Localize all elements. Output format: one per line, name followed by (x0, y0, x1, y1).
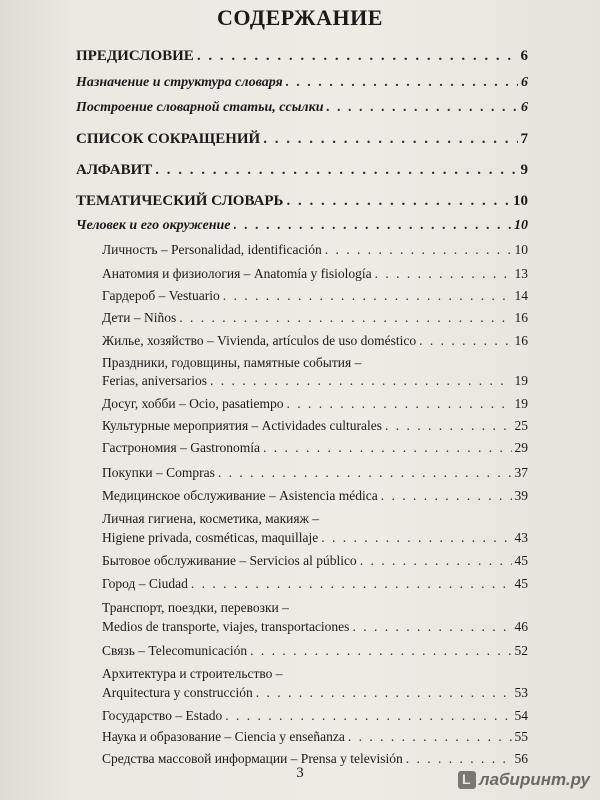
toc-label: Гастрономия – Gastronomía (102, 440, 260, 455)
toc-page: 7 (520, 131, 528, 147)
toc-entry (102, 418, 528, 434)
toc-entry (102, 373, 528, 389)
toc-label: Медицинское обслуживание – Asistencia médica (102, 488, 378, 503)
toc-page: 19 (514, 396, 528, 411)
toc-entry (102, 530, 528, 546)
leader-dots (348, 729, 512, 743)
toc-page: 6 (521, 100, 528, 115)
toc-entry (76, 48, 528, 65)
leader-dots (191, 576, 512, 590)
toc-entry (102, 440, 528, 456)
leader-dots (218, 465, 512, 479)
toc-label-line1: Транспорт, поездки, перевозки – (102, 600, 289, 615)
toc-entry (102, 310, 528, 326)
toc-label: Досуг, хобби – Ocio, pasatiempo (102, 396, 284, 411)
leader-dots (325, 242, 512, 256)
leader-dots (197, 48, 518, 63)
toc-label: Дети – Niños (102, 310, 177, 325)
toc-label-line1: Архитектура и строительство – (102, 666, 283, 681)
page-title: СОДЕРЖАНИЕ (217, 5, 383, 30)
toc-label: Средства массовой информации – Prensa y televisión (102, 751, 403, 766)
toc-entry (102, 576, 528, 592)
toc-label: АЛФАВИТ (76, 162, 153, 178)
leader-dots (287, 396, 512, 410)
toc-label: Построение словарной статьи, ссылки (76, 100, 324, 115)
toc-entry (102, 396, 528, 412)
toc-entry (76, 131, 528, 148)
toc-label: Личность – Personalidad, identificación (102, 242, 322, 257)
toc-label: Назначение и структура словаря (76, 75, 283, 90)
toc-label: Покупки – Compras (102, 465, 215, 480)
toc-page: 10 (514, 242, 528, 257)
toc-label: СПИСОК СОКРАЩЕНИЙ (76, 131, 261, 147)
toc-entry (76, 218, 528, 234)
leader-dots (155, 162, 517, 177)
leader-dots (419, 333, 511, 347)
toc-page: 45 (514, 576, 528, 591)
toc-page: 6 (521, 75, 528, 90)
toc-label: Medios de transporte, viajes, transportaciones (102, 619, 350, 634)
toc-label: Наука и образование – Ciencia y enseñanza (102, 729, 345, 744)
toc-page: 53 (514, 685, 528, 700)
leader-dots (256, 685, 512, 699)
toc-page: 29 (514, 440, 528, 455)
toc-label: Культурные мероприятия – Actividades culturales (102, 418, 383, 433)
toc-page: 13 (514, 266, 528, 281)
toc-page: 9 (520, 162, 528, 178)
toc-entry (76, 162, 528, 179)
leader-dots (385, 418, 511, 432)
toc-label: ТЕМАТИЧЕСКИЙ СЛОВАРЬ (76, 193, 284, 209)
toc-page: 45 (514, 553, 528, 568)
toc-page: 55 (514, 729, 528, 744)
toc-entry (102, 685, 528, 701)
leader-dots (321, 530, 511, 544)
toc-page: 6 (520, 48, 528, 64)
toc-entry (76, 100, 528, 116)
toc-label: Ferias, aniversarios (102, 373, 207, 388)
leader-dots (263, 440, 512, 454)
toc-page: 10 (514, 218, 528, 233)
toc-entry (102, 708, 528, 724)
toc-label: Жилье, хозяйство – Vivienda, artículos de uso doméstico (102, 333, 417, 348)
toc-entry (102, 553, 528, 569)
leader-dots (406, 751, 512, 765)
toc-label: Анатомия и физиология – Anatomía y fisiología (102, 266, 372, 281)
watermark (458, 770, 590, 790)
toc-page: 16 (514, 310, 528, 325)
page-number: 3 (296, 765, 304, 781)
leader-dots (179, 310, 511, 324)
toc-entry (102, 488, 528, 504)
toc-page: 37 (514, 465, 528, 480)
toc-label: Бытовое обслуживание – Servicios al público (102, 553, 357, 568)
toc-label: ПРЕДИСЛОВИЕ (76, 48, 194, 64)
leader-dots (223, 288, 512, 302)
watermark-text: лабиринт.ру (479, 770, 590, 789)
leader-dots (381, 488, 512, 502)
toc-entry (76, 75, 528, 91)
toc-label: Связь – Telecomunicación (102, 643, 248, 658)
leader-dots (263, 131, 517, 146)
leader-dots (352, 619, 511, 633)
toc-entry (102, 242, 528, 258)
toc-label: Человек и его окружение (76, 218, 231, 233)
toc-page: 52 (514, 643, 528, 658)
toc-label-line1: Личная гигиена, косметика, макияж – (102, 511, 320, 526)
toc-page: 25 (514, 418, 528, 433)
toc-entry (102, 288, 528, 304)
leader-dots (225, 708, 511, 722)
labirint-logo-icon (458, 771, 476, 789)
toc-label: Город – Ciudad (102, 576, 188, 591)
toc-page: 10 (513, 193, 528, 209)
toc-entry (76, 193, 528, 210)
toc-entry (102, 643, 528, 659)
toc-entry (102, 729, 528, 745)
toc-entry (102, 266, 528, 282)
leader-dots (286, 193, 510, 208)
toc-page: 56 (514, 751, 528, 766)
toc-page: 46 (514, 619, 528, 634)
leader-dots (360, 553, 512, 567)
toc-page: 14 (514, 288, 528, 303)
toc-label: Higiene privada, cosméticas, maquillaje (102, 530, 319, 545)
leader-dots (375, 266, 512, 280)
leader-dots (234, 218, 512, 232)
toc-page: 19 (514, 373, 528, 388)
toc-label-line1: Праздники, годовщины, памятные события – (102, 355, 362, 370)
leader-dots (326, 100, 518, 114)
leader-dots (286, 75, 518, 89)
toc-page: 16 (514, 333, 528, 348)
toc-page: 54 (514, 708, 528, 723)
toc-label: Гардероб – Vestuario (102, 288, 220, 303)
toc-entry (102, 619, 528, 635)
toc-label: Государство – Estado (102, 708, 223, 723)
toc-entry (102, 465, 528, 481)
toc-label: Arquitectura y construcción (102, 685, 253, 700)
toc-page: 43 (514, 530, 528, 545)
toc-page: 39 (514, 488, 528, 503)
leader-dots (250, 643, 511, 657)
leader-dots (210, 373, 512, 387)
toc-entry (102, 333, 528, 349)
